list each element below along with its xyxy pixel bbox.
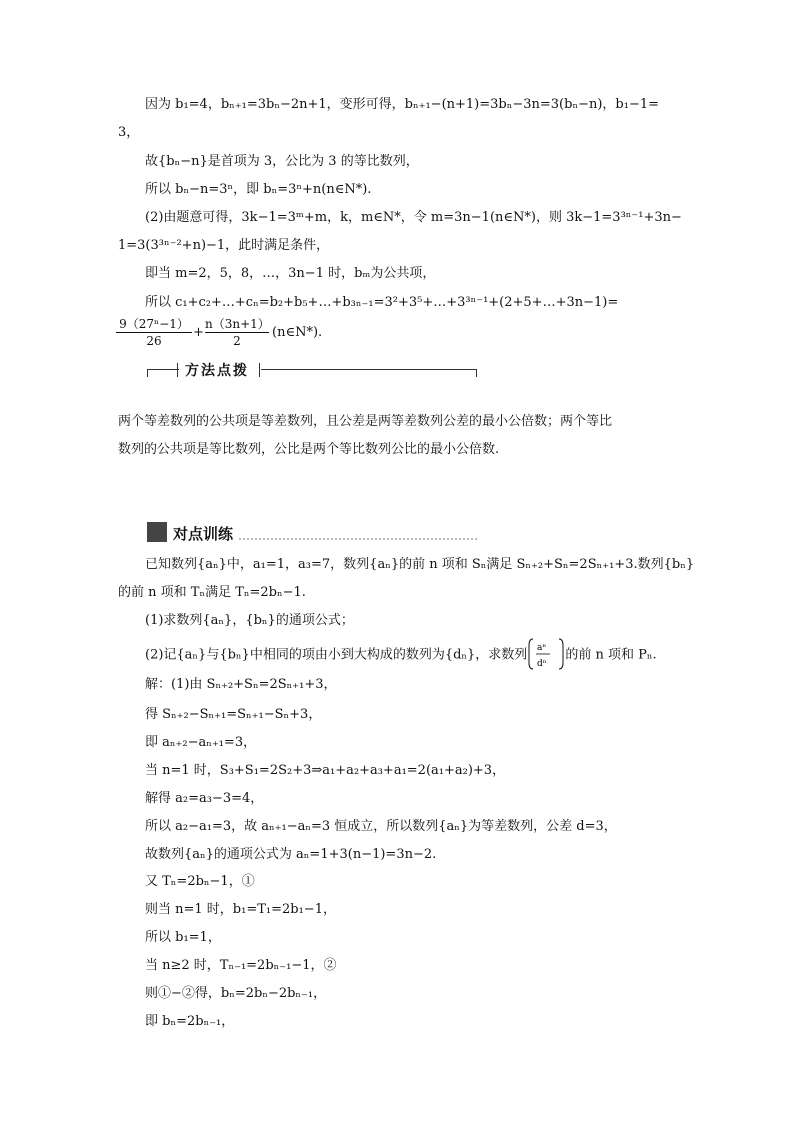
solution-line: 即 aₙ₊₂−aₙ₊₁=3， [145, 735, 257, 750]
plus-sign: + [193, 325, 204, 340]
training-header [147, 522, 477, 544]
q2-text: (2)记{aₙ}与{bₙ}中相同的项由小到大构成的数列为{dₙ}，求数列 [145, 647, 528, 663]
text-line: 3， [118, 125, 140, 140]
method-tips-header [147, 360, 477, 378]
training-title: 对点训练 [173, 525, 234, 543]
section-square-icon [147, 522, 167, 542]
problem-line: (1)求数列{aₙ}，{bₙ}的通项公式； [145, 613, 354, 628]
solution-line: 即 bₙ=2bₙ₋₁， [145, 1014, 235, 1029]
problem-line: 已知数列{aₙ}中，a₁=1，a₃=7，数列{aₙ}的前 n 项和 Sₙ满足 Sₙ₊₂+Sₙ=2Sₙ₊₁+3.数列{bₙ} [145, 557, 695, 572]
text-line: 因为 b₁=4，bₙ₊₁=3bₙ−2n+1，变形可得，bₙ₊₁−(n+1)=3bₙ−3n=3(bₙ−n)，b₁−1= [145, 97, 660, 112]
brace-fraction [527, 643, 565, 669]
fraction-sum-arithmetic [205, 316, 269, 349]
text-line: (2)由题意可得，3k−1=3ᵐ+m，k，m∈N*，令 m=3n−1(n∈N*)，则 3k−1=3³ⁿ⁻¹+3n− [145, 210, 682, 225]
solution-line: 则当 n=1 时，b₁=T₁=2b₁−1， [145, 902, 336, 917]
text-line: 故{bₙ−n}是首项为 3，公比为 3 的等比数列， [145, 154, 419, 169]
solution-line: 则①−②得，bₙ=2bₙ−2bₙ₋₁， [145, 986, 327, 1001]
solution-line: 故数列{aₙ}的通项公式为 aₙ=1+3(n−1)=3n−2. [145, 847, 437, 862]
solution-line: 得 Sₙ₊₂−Sₙ₊₁=Sₙ₊₁−Sₙ+3， [145, 707, 322, 722]
text-line: 1=3(3³ⁿ⁻²+n)−1，此时满足条件， [118, 238, 330, 253]
method-text-line: 数列的公共项是等比数列，公比是两个等比数列公比的最小公倍数. [118, 442, 500, 457]
brace-fraction-den: dⁿ [537, 659, 547, 669]
solution-line: 又 Tₙ=2bₙ−1，① [145, 874, 255, 889]
solution-line: 所以 a₂−a₁=3，故 aₙ₊₁−aₙ=3 恒成立，所以数列{aₙ}为等差数列，公差 d=3， [145, 819, 617, 834]
q2-tail: 的前 n 项和 Pₙ. [565, 647, 657, 663]
fraction-tail: (n∈N*). [272, 325, 323, 340]
text-line: 所以 bₙ−n=3ⁿ，即 bₙ=3ⁿ+n(n∈N*). [145, 182, 372, 197]
fraction-sum-geometric [116, 316, 192, 349]
problem-line: 的前 n 项和 Tₙ满足 Tₙ=2bₙ−1. [118, 585, 306, 600]
fraction-numerator: 9（27ⁿ−1） [119, 317, 189, 331]
fraction-numerator: n（3n+1） [205, 317, 270, 331]
brace-fraction-num: aⁿ [537, 643, 547, 653]
method-tips-title: 方法点拨 [185, 363, 249, 379]
text-line: 所以 c₁+c₂+…+cₙ=b₂+b₅+…+b₃ₙ₋₁=3²+3⁵+…+3³ⁿ⁻¹+(2+5+…+3n−1)= [145, 295, 619, 310]
problem-line-q2 [145, 643, 657, 669]
solution-line: 解：(1)由 Sₙ₊₂+Sₙ=2Sₙ₊₁+3， [145, 677, 337, 692]
method-text-line: 两个等差数列的公共项是等差数列，且公差是两等差数列公差的最小公倍数；两个等比 [118, 414, 613, 429]
text-line: 即当 m=2，5，8，…，3n−1 时，bₘ为公共项， [145, 266, 436, 281]
solution-line: 当 n=1 时，S₃+S₁=2S₂+3⇒a₁+a₂+a₃+a₁=2(a₁+a₂)+3， [145, 763, 506, 778]
dotted-divider [239, 538, 477, 540]
solution-line: 所以 b₁=1， [145, 930, 221, 945]
solution-line: 解得 a₂=a₃−3=4， [145, 791, 264, 806]
fraction-denominator: 2 [205, 332, 269, 349]
fraction-denominator: 26 [116, 332, 192, 349]
solution-line: 当 n≥2 时，Tₙ₋₁=2bₙ₋₁−1，② [145, 958, 337, 973]
brace-svg [527, 637, 565, 671]
